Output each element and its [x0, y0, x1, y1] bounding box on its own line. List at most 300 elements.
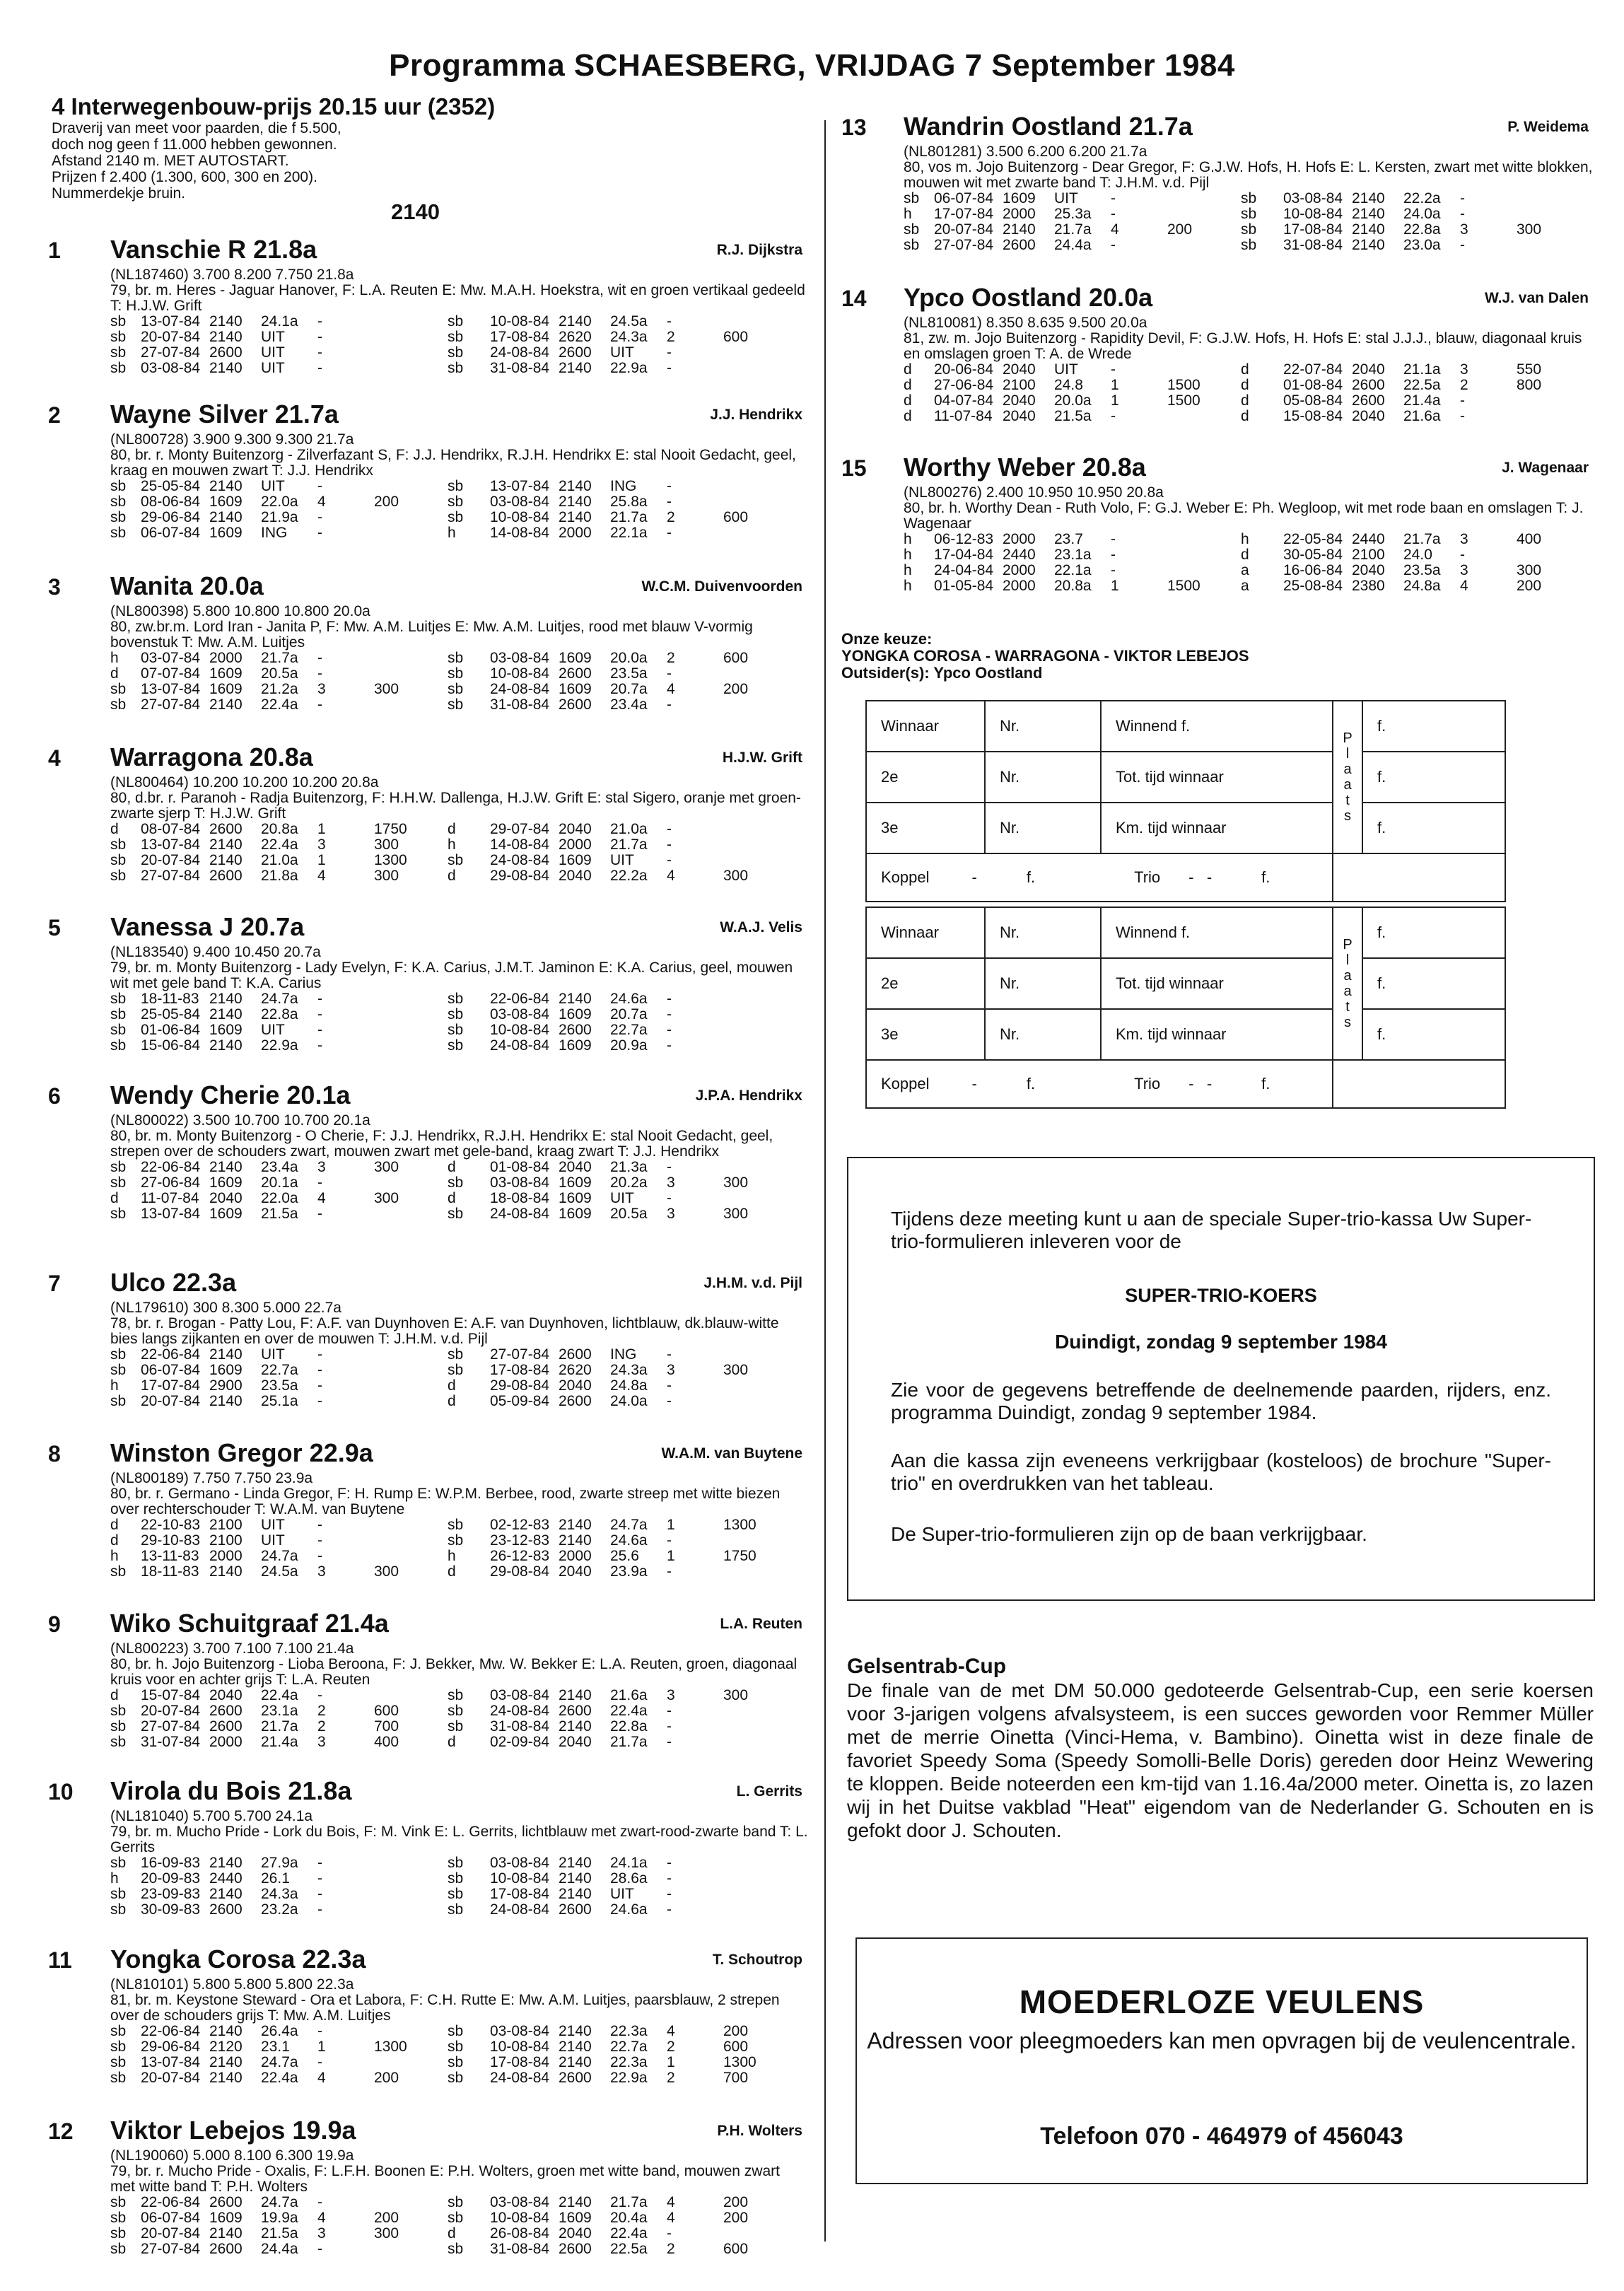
- result-cell: 21.4a: [1403, 392, 1441, 409]
- result-cell: 700: [723, 2070, 749, 2086]
- result-cell: 2600: [559, 2241, 592, 2257]
- result-cell: 24.1a: [610, 1855, 648, 1871]
- result-cell: 16-06-84: [1283, 562, 1343, 578]
- result-cell: 1609: [559, 1190, 592, 1206]
- plaats-letter: a: [1343, 762, 1352, 777]
- result-cell: 27-07-84: [141, 868, 201, 884]
- result-row: [904, 206, 1594, 222]
- result-cell: [723, 1007, 808, 1022]
- result-cell: 1300: [723, 1517, 756, 1533]
- result-cell: h: [448, 836, 456, 853]
- result-cell: 22.2a: [1403, 190, 1441, 206]
- result-cell: 1300: [374, 852, 407, 868]
- super-trio-heading: SUPER-TRIO-KOERS: [1125, 1285, 1317, 1306]
- result-cell: d: [904, 408, 912, 424]
- result-cell: 25-05-84: [141, 478, 201, 494]
- result-cell: 24-08-84: [490, 1703, 550, 1719]
- result-cell: sb: [448, 1718, 464, 1735]
- result-cell: 300: [1517, 221, 1542, 238]
- result-row: [110, 853, 808, 868]
- result-cell: -: [317, 1855, 322, 1871]
- result-cell: 23.1a: [1054, 547, 1092, 563]
- result-cell: 2600: [559, 665, 592, 682]
- result-cell: [723, 1038, 808, 1054]
- koppel-dash: -: [971, 868, 977, 886]
- result-cell: 21.6a: [1403, 408, 1441, 424]
- result-cell: 08-06-84: [141, 494, 201, 510]
- trio-dashes: - -: [1188, 1075, 1213, 1092]
- result-cell: 15-06-84: [141, 1037, 201, 1054]
- result-cell: sb: [110, 2225, 127, 2242]
- result-cell: sb: [1241, 221, 1257, 238]
- horse-trainer: J. Wagenaar: [1502, 460, 1589, 476]
- result-cell: -: [1460, 392, 1465, 409]
- result-cell: [723, 697, 808, 713]
- horse-trainer: T. Schoutrop: [712, 1952, 802, 1968]
- result-cell: 1609: [209, 1174, 243, 1191]
- result-cell: 17-08-84: [1283, 221, 1343, 238]
- result-cell: [1167, 362, 1241, 378]
- result-cell: d: [448, 1734, 456, 1750]
- result-cell: 3: [667, 1362, 675, 1378]
- result-cell: 22.4a: [261, 1687, 298, 1703]
- result-cell: sb: [110, 494, 127, 510]
- result-cell: [374, 345, 448, 361]
- koppel-f: f.: [1026, 1075, 1036, 1092]
- result-cell: sb: [448, 2194, 464, 2210]
- result-cell: sb: [110, 344, 127, 361]
- horse-entry: [841, 283, 1594, 424]
- result-cell: -: [317, 478, 322, 494]
- result-cell: 22.8a: [1403, 221, 1441, 238]
- result-cell: 29-07-84: [490, 821, 550, 837]
- result-cell: 24.6a: [610, 1901, 648, 1918]
- horse-entry: [48, 1776, 808, 1918]
- result-cell: 300: [374, 868, 399, 884]
- result-cell: sb: [448, 313, 464, 330]
- result-row: [110, 991, 808, 1007]
- result-cell: 1609: [209, 1362, 243, 1378]
- plaats-letter: l: [1345, 746, 1350, 762]
- result-cell: sb: [448, 2070, 464, 2086]
- result-cell: 2140: [209, 1855, 243, 1871]
- result-cell: 1609: [1003, 190, 1036, 206]
- result-cell: 27-07-84: [934, 237, 994, 253]
- result-cell: 2100: [209, 1532, 243, 1549]
- horse-info-line: 80, zw.br.m. Lord Iran - Janita P, F: Mw. A.M. Luitjes E: Mw. A.M. Luitjes, rood met blauw V-vormig bovenstuk T: Mw. A.M. Luitjes: [110, 619, 753, 651]
- result-cell: 26.1: [261, 1870, 290, 1887]
- result-cell: sb: [448, 2241, 464, 2257]
- result-cell: 13-07-84: [141, 681, 201, 697]
- result-cell: 2040: [559, 868, 592, 884]
- race-distance: 2140: [391, 199, 440, 224]
- result-cell: 2140: [209, 836, 243, 853]
- result-cell: -: [1111, 206, 1116, 222]
- result-cell: 4: [667, 2194, 675, 2210]
- result-cell: 1609: [559, 1206, 592, 1222]
- result-cell: 02-12-83: [490, 1517, 550, 1533]
- result-cell: 06-07-84: [934, 190, 994, 206]
- horse-number: 6: [48, 1083, 61, 1109]
- horse-info-line: (NL810101) 5.800 5.800 5.800 22.3a: [110, 1976, 354, 1993]
- result-cell: 2140: [1003, 221, 1036, 238]
- result-cell: [723, 1887, 808, 1902]
- result-cell: 1: [317, 821, 326, 837]
- horse-info-line: 79, br. m. Heres - Jaguar Hanover, F: L.A. Reuten E: Mw. M.A.H. Hoekstra, wit en groen vertikaal gedeeld T: H.J.W. Grift: [110, 282, 805, 314]
- result-cell: 600: [723, 509, 749, 525]
- horse-info-line: (NL800022) 3.500 10.700 10.700 20.1a: [110, 1112, 370, 1129]
- result-cell: [723, 1394, 808, 1409]
- result-cell: [374, 1206, 448, 1222]
- result-cell: 27-07-84: [141, 344, 201, 361]
- result-cell: [723, 314, 808, 330]
- horse-number: 11: [48, 1947, 72, 1973]
- result-cell: 2120: [209, 2039, 243, 2055]
- result-cell: 200: [723, 2023, 749, 2039]
- result-cell: 21.5a: [261, 1206, 298, 1222]
- result-cell: sb: [448, 1855, 464, 1871]
- result-cell: sb: [110, 1734, 127, 1750]
- result-cell: 22.3a: [610, 2054, 648, 2070]
- tableau-f: f.: [1362, 1009, 1505, 1060]
- result-cell: 2040: [1352, 562, 1385, 578]
- result-cell: sb: [448, 494, 464, 510]
- result-cell: 29-08-84: [490, 1377, 550, 1394]
- result-cell: sb: [448, 1870, 464, 1887]
- result-cell: [374, 1887, 448, 1902]
- horse-trainer: W.J. van Dalen: [1484, 290, 1589, 306]
- result-cell: 2600: [559, 1901, 592, 1918]
- horse-trainer: L.A. Reuten: [720, 1616, 802, 1632]
- result-cell: 2140: [559, 509, 592, 525]
- result-cell: 23.5a: [261, 1377, 298, 1394]
- result-cell: sb: [448, 1901, 464, 1918]
- result-tableau: [865, 700, 1506, 902]
- horse-trainer: W.C.M. Duivenvoorden: [641, 578, 802, 595]
- result-cell: 2000: [1003, 578, 1036, 594]
- result-row: [904, 393, 1594, 409]
- super-trio-paragraph: De Super-trio-formulieren zijn op de baan verkrijgbaar.: [891, 1523, 1367, 1545]
- result-cell: -: [317, 525, 322, 541]
- result-cell: -: [1460, 408, 1465, 424]
- ad-title: MOEDERLOZE VEULENS: [1019, 1983, 1425, 2020]
- result-cell: sb: [1241, 237, 1257, 253]
- result-cell: 2600: [559, 1022, 592, 1038]
- result-cell: sb: [110, 2023, 127, 2039]
- result-cell: 2440: [209, 1870, 243, 1887]
- trio-label: Trio: [1134, 1075, 1161, 1092]
- result-cell: sb: [110, 1886, 127, 1902]
- result-cell: 30-09-83: [141, 1901, 201, 1918]
- result-cell: 15-07-84: [141, 1687, 201, 1703]
- result-cell: 25.3a: [1054, 206, 1092, 222]
- result-cell: sb: [110, 1037, 127, 1054]
- result-cell: 2: [667, 509, 675, 525]
- result-row: [110, 1022, 808, 1038]
- trio-dashes: - -: [1188, 868, 1213, 886]
- horse-info-line: (NL800276) 2.400 10.950 10.950 20.8a: [904, 484, 1164, 501]
- result-cell: 17-08-84: [490, 1886, 550, 1902]
- result-cell: 17-07-84: [934, 206, 994, 222]
- result-cell: 2140: [559, 1870, 592, 1887]
- horse-name: Virola du Bois 21.8a: [110, 1776, 352, 1805]
- horse-info-line: (NL800464) 10.200 10.200 10.200 20.8a: [110, 774, 379, 791]
- result-cell: 14-08-84: [490, 836, 550, 853]
- result-cell: 23.1: [261, 2039, 290, 2055]
- horse-number: 10: [48, 1779, 74, 1805]
- tableau-tot-tijd: Tot. tijd winnaar: [1101, 752, 1333, 803]
- result-cell: 550: [1517, 361, 1542, 378]
- result-cell: 22.2a: [610, 868, 648, 884]
- result-cell: sb: [110, 2241, 127, 2257]
- result-cell: 600: [723, 329, 749, 345]
- result-cell: 24.5a: [261, 1563, 298, 1580]
- result-cell: 23-09-83: [141, 1886, 201, 1902]
- result-cell: 31-07-84: [141, 1734, 201, 1750]
- result-cell: 4: [317, 494, 326, 510]
- result-cell: 2140: [559, 1718, 592, 1735]
- horse-entry: [841, 453, 1594, 594]
- result-cell: 23.9a: [610, 1563, 648, 1580]
- horse-trainer: L. Gerrits: [736, 1783, 802, 1800]
- result-cell: -: [667, 313, 672, 330]
- result-cell: 3: [317, 836, 326, 853]
- super-trio-paragraph: Zie voor de gegevens betreffende de deelnemende paarden, rijders, enz. programma Duindigt, zondag 9 september 1984.: [891, 1379, 1551, 1423]
- result-cell: 2140: [559, 1517, 592, 1533]
- result-cell: sb: [110, 1159, 127, 1175]
- plaats-letter: P: [1343, 730, 1353, 746]
- result-cell: 24.0a: [1403, 206, 1441, 222]
- result-cell: h: [904, 531, 912, 547]
- horse-entry: [48, 1438, 808, 1580]
- result-cell: sb: [110, 2210, 127, 2226]
- result-cell: -: [1111, 547, 1116, 563]
- result-cell: UIT: [610, 852, 634, 868]
- result-cell: -: [317, 1886, 322, 1902]
- result-cell: 22-06-84: [141, 2023, 201, 2039]
- horse-info-line: (NL190060) 5.000 8.100 6.300 19.9a: [110, 2147, 354, 2164]
- horse-number: 15: [841, 455, 867, 481]
- result-cell: sb: [448, 2054, 464, 2070]
- result-cell: 24.0a: [610, 1393, 648, 1409]
- result-cell: 2440: [1003, 547, 1036, 563]
- result-cell: sb: [448, 1687, 464, 1703]
- result-cell: 2040: [559, 821, 592, 837]
- result-cell: 3: [317, 1563, 326, 1580]
- result-cell: 2600: [209, 868, 243, 884]
- result-cell: UIT: [261, 1517, 285, 1533]
- koppel-label: Koppel: [881, 1075, 930, 1092]
- result-cell: 31-08-84: [490, 696, 550, 713]
- result-cell: -: [317, 1532, 322, 1549]
- result-cell: [374, 479, 448, 494]
- result-cell: 20-07-84: [141, 1703, 201, 1719]
- result-cell: d: [904, 361, 912, 378]
- race-condition-line: doch nog geen f 11.000 hebben gewonnen.: [52, 136, 337, 153]
- horse-trainer: P.H. Wolters: [717, 2123, 802, 2139]
- result-cell: 2040: [1352, 361, 1385, 378]
- result-cell: 2140: [209, 1346, 243, 1363]
- result-cell: 2140: [209, 2054, 243, 2070]
- plaats-letter: t: [1345, 793, 1350, 808]
- result-cell: 3: [667, 1687, 675, 1703]
- result-cell: [374, 1533, 448, 1549]
- result-cell: 300: [723, 1362, 749, 1378]
- result-cell: h: [448, 525, 456, 541]
- result-cell: 600: [723, 2039, 749, 2055]
- tableau-nr: Nr.: [985, 907, 1101, 958]
- result-cell: 22.4a: [261, 2070, 298, 2086]
- result-cell: 600: [723, 2241, 749, 2257]
- result-cell: [1517, 393, 1594, 409]
- result-cell: 2140: [559, 478, 592, 494]
- horse-entry: [48, 1268, 808, 1409]
- result-row: [904, 238, 1594, 253]
- result-cell: 2000: [209, 1548, 243, 1564]
- horse-name: Warragona 20.8a: [110, 742, 313, 771]
- result-cell: [723, 822, 808, 837]
- result-cell: -: [1111, 408, 1116, 424]
- result-cell: [374, 666, 448, 682]
- result-cell: 4: [317, 1190, 326, 1206]
- result-cell: 03-08-84: [490, 1855, 550, 1871]
- result-cell: -: [667, 1159, 672, 1175]
- result-cell: UIT: [610, 1190, 634, 1206]
- result-cell: -: [667, 852, 672, 868]
- result-cell: sb: [448, 1362, 464, 1378]
- result-cell: UIT: [1054, 361, 1078, 378]
- result-row: [110, 682, 808, 697]
- result-cell: 200: [374, 2210, 399, 2226]
- result-cell: [723, 1855, 808, 1871]
- result-cell: h: [904, 562, 912, 578]
- result-cell: 21.5a: [1054, 408, 1092, 424]
- result-cell: [374, 1038, 448, 1054]
- result-cell: 2380: [1352, 578, 1385, 594]
- tableau-winnaar: Winnaar: [866, 907, 985, 958]
- result-cell: 21.0a: [610, 821, 648, 837]
- result-cell: [723, 361, 808, 376]
- plaats-letter: a: [1343, 968, 1352, 984]
- result-cell: h: [110, 1377, 119, 1394]
- result-cell: -: [667, 696, 672, 713]
- result-cell: 2600: [209, 2241, 243, 2257]
- result-row: [110, 666, 808, 682]
- result-cell: 22.7a: [610, 2039, 648, 2055]
- result-cell: 24.4a: [1054, 237, 1092, 253]
- result-cell: h: [110, 1548, 119, 1564]
- result-cell: 1500: [1167, 578, 1201, 594]
- result-cell: 2620: [559, 1362, 592, 1378]
- result-cell: 24-08-84: [490, 1037, 550, 1054]
- result-cell: [1167, 238, 1241, 253]
- result-cell: 300: [374, 1190, 399, 1206]
- result-cell: -: [317, 1022, 322, 1038]
- result-cell: 28.6a: [610, 1870, 648, 1887]
- result-cell: 19.9a: [261, 2210, 298, 2226]
- result-cell: 3: [667, 1174, 675, 1191]
- result-cell: [723, 345, 808, 361]
- result-row: [904, 191, 1594, 206]
- result-cell: -: [1460, 237, 1465, 253]
- result-cell: -: [317, 2023, 322, 2039]
- result-cell: sb: [110, 1703, 127, 1719]
- result-cell: [374, 1688, 448, 1703]
- plaats-letter: P: [1343, 937, 1353, 952]
- result-cell: 2040: [559, 2225, 592, 2242]
- result-cell: 2140: [209, 509, 243, 525]
- result-cell: d: [1241, 547, 1249, 563]
- result-cell: 02-09-84: [490, 1734, 550, 1750]
- result-cell: 15-08-84: [1283, 408, 1343, 424]
- result-cell: 4: [1111, 221, 1119, 238]
- result-cell: 13-07-84: [141, 836, 201, 853]
- result-cell: 22-05-84: [1283, 531, 1343, 547]
- result-cell: 10-08-84: [490, 2039, 550, 2055]
- plaats-letter: s: [1344, 808, 1351, 824]
- result-cell: -: [667, 1855, 672, 1871]
- result-cell: [374, 361, 448, 376]
- result-cell: 24.7a: [261, 2194, 298, 2210]
- plaats-column: [1333, 907, 1362, 1060]
- result-row: [110, 1517, 808, 1533]
- result-cell: 20-07-84: [141, 329, 201, 345]
- horse-name: Wandrin Oostland 21.7a: [904, 112, 1193, 141]
- result-cell: -: [317, 1687, 322, 1703]
- result-cell: 31-08-84: [490, 360, 550, 376]
- result-cell: [723, 1564, 808, 1580]
- tableau-winnend: Winnend f.: [1101, 907, 1333, 958]
- result-cell: 2600: [559, 1346, 592, 1363]
- result-cell: d: [448, 2225, 456, 2242]
- result-cell: 27-07-84: [141, 696, 201, 713]
- result-cell: -: [1111, 237, 1116, 253]
- result-cell: [374, 1871, 448, 1887]
- result-cell: 22-06-84: [141, 1159, 201, 1175]
- result-cell: 2140: [209, 360, 243, 376]
- result-cell: -: [667, 1190, 672, 1206]
- result-cell: sb: [448, 665, 464, 682]
- trio-f: f.: [1261, 1075, 1270, 1092]
- result-cell: 2600: [559, 1703, 592, 1719]
- result-cell: -: [317, 696, 322, 713]
- result-cell: 2600: [209, 1703, 243, 1719]
- result-cell: 21.4a: [261, 1734, 298, 1750]
- result-cell: 2040: [209, 1687, 243, 1703]
- result-cell: 22.1a: [610, 525, 648, 541]
- result-cell: UIT: [261, 1022, 285, 1038]
- result-cell: -: [667, 1901, 672, 1918]
- result-cell: 300: [723, 868, 749, 884]
- result-cell: -: [317, 665, 322, 682]
- result-cell: 2100: [1003, 377, 1036, 393]
- result-cell: sb: [110, 1022, 127, 1038]
- result-cell: -: [317, 1901, 322, 1918]
- result-cell: 27-07-84: [141, 2241, 201, 2257]
- horse-number: 13: [841, 115, 867, 140]
- result-cell: -: [667, 1532, 672, 1549]
- result-cell: 2600: [209, 1901, 243, 1918]
- result-cell: -: [667, 1734, 672, 1750]
- result-cell: 300: [723, 1687, 749, 1703]
- trio-label: Trio: [1134, 868, 1161, 886]
- result-cell: h: [904, 206, 912, 222]
- plaats-letter: t: [1345, 999, 1350, 1015]
- super-trio-date: Duindigt, zondag 9 september 1984: [1055, 1331, 1387, 1353]
- column-divider: [824, 120, 826, 2242]
- result-cell: 3: [1460, 562, 1468, 578]
- tableau-3e: 3e: [866, 1009, 985, 1060]
